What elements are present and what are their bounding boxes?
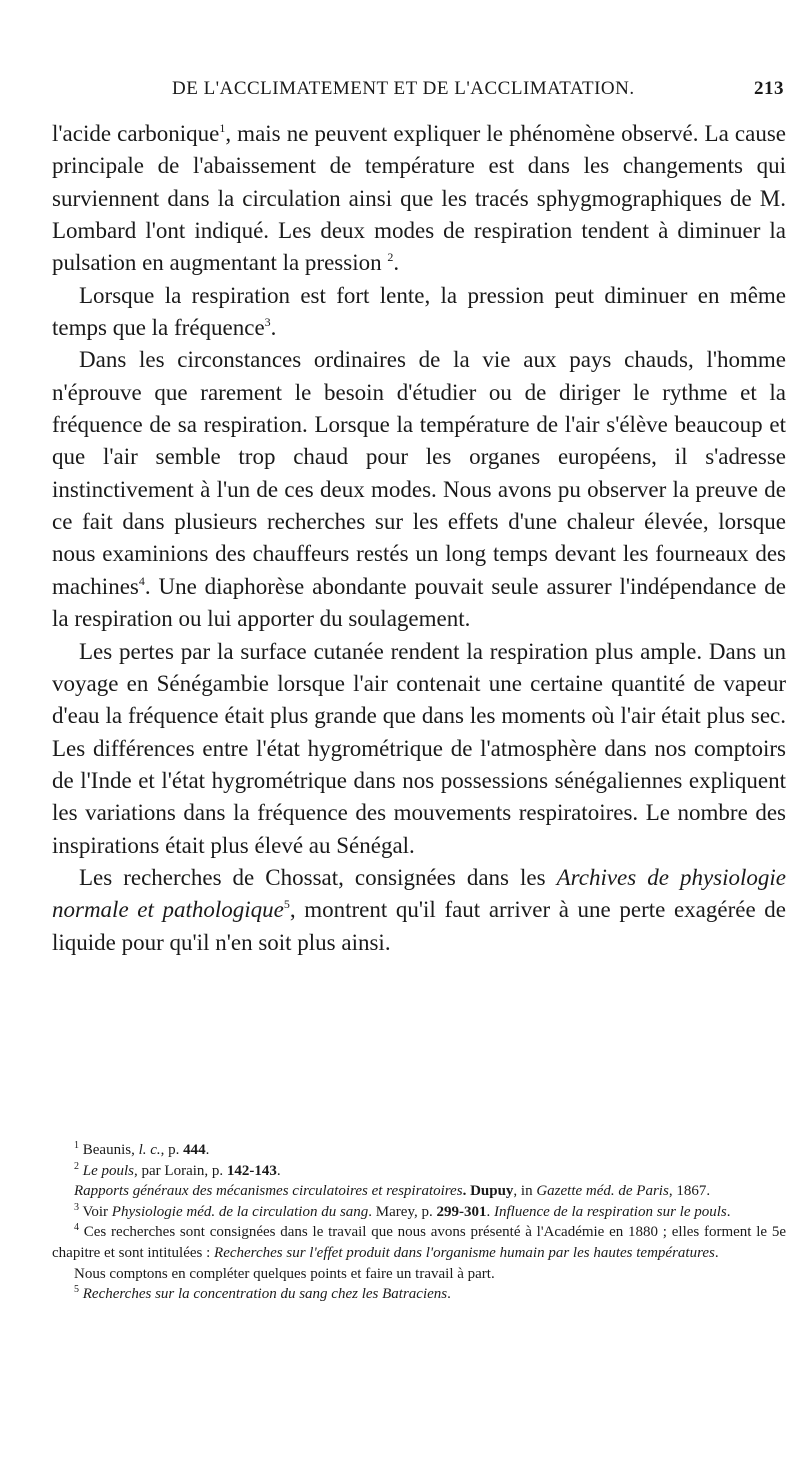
footnote-ref: 4 <box>138 573 145 588</box>
footnote-ref: 1 <box>219 121 226 135</box>
italic-run: Le pouls <box>82 1162 135 1179</box>
text-run: Dans les circonstances ordinaires de la vie aux pays chauds, l'homme n'éprouve que rarement le besoin d'étudier ou de diriger le rythme et la fréquence de sa respiration. Lorsque la température de l'air s'élève beaucoup et que l'air semble trop chaud pour les organes européens, il s'adresse instinctivement à l'un de ces deux modes. Nous avons pu observer la preuve de ce fait dans plusieurs recherches sur les effets d'une chaleur élevée, lorsque nous examinions des chauffeurs restés un long temps devant les fourneaux des machines <box>52 347 786 599</box>
paragraph <box>52 636 786 862</box>
text-run: . <box>447 1286 451 1303</box>
text-run: Les recherches de Chossat, consignées dans les <box>79 864 557 890</box>
italic-run: Influence de la respiration sur le pouls <box>493 1203 727 1220</box>
text-run: . <box>205 1142 210 1158</box>
footnote-ref: 4 <box>74 1222 79 1234</box>
text-run: . <box>486 1203 494 1220</box>
footnote <box>52 1161 786 1182</box>
text-run: . Une diaphorèse abondante pouvait seule assurer l'indépendance de la respiration ou lui apporter du soulagement. <box>52 573 786 632</box>
text-run: Les pertes par la surface cutanée rendent la respiration plus ample. Dans un voyage en Sénégambie lorsque l'air contenait une certaine quantité de vapeur d'eau la fréquence était plus grande que dans les moments où l'air était plus sec. Les différences entre l'état hygrométrique de l'atmosphère dans nos comptoirs de l'Inde et l'état hygrométrique dans nos possessions sénégaliennes expliquent les variations dans la fréquence des mouvements respiratoires. Le nombre des inspirations était plus élevé au Sénégal. <box>52 638 786 858</box>
text-run: . <box>393 250 400 276</box>
footnote-ref: 2 <box>74 1160 79 1172</box>
text-run: l'acide carbonique <box>52 121 220 146</box>
footnotes <box>52 1140 786 1305</box>
text-run: Ces recherches sont consignées dans le travail que nous avons présenté à l'Académie en 1880 ; elles forment le 5e chapitre et sont intitulées : <box>52 1224 786 1261</box>
text-run: , in <box>513 1183 537 1200</box>
paragraph <box>52 118 786 280</box>
text-run: . <box>726 1203 731 1220</box>
text-run: . Marey, p. <box>368 1203 437 1220</box>
text-run: Voir <box>79 1203 112 1220</box>
bold-run: 142-143 <box>226 1162 277 1179</box>
footnote-ref: 3 <box>74 1201 79 1213</box>
footnote <box>52 1181 786 1202</box>
bold-run: . Dupuy <box>462 1183 514 1200</box>
italic-run: Physiologie méd. de la circulation du sang <box>111 1203 369 1220</box>
footnote <box>52 1284 786 1305</box>
footnote-ref: 5 <box>74 1284 79 1296</box>
page-number: 213 <box>754 78 784 99</box>
text-run: , mais ne peuvent expliquer le phénomène observé. La cause principale de l'abaissement de température est dans les changements qui surviennent dans la circulation ainsi que les tracés sphygmographiques de M. Lombard l'ont indiqué. Les deux modes de respiration tendent à diminuer la pulsation en augmentant la pression <box>52 121 786 276</box>
bold-run: 299-301 <box>436 1203 487 1220</box>
text-run: . <box>270 315 277 341</box>
text-run: . <box>714 1244 719 1261</box>
footnote <box>52 1202 786 1223</box>
italic-run: Rapports généraux des mécanismes circulatoires et respiratoires <box>74 1183 463 1200</box>
text-run: , montrent qu'il faut arriver à une perte exagérée de liquide pour qu'il n'en soit plus ainsi. <box>52 897 786 955</box>
footnote-ref: 2 <box>387 250 394 265</box>
paragraph <box>52 862 786 959</box>
text-run: , par Lorain, p. <box>134 1162 227 1179</box>
text-run: , 1867. <box>668 1183 711 1200</box>
text-run: Nous comptons en compléter quelques points et faire un travail à part. <box>74 1265 495 1282</box>
body-text <box>52 118 786 959</box>
paragraph <box>52 280 786 345</box>
italic-run: Gazette méd. de Paris <box>536 1183 669 1200</box>
running-title: DE L'ACCLIMATEMENT ET DE L'ACCLIMATATION. <box>172 78 635 99</box>
italic-run: l. c. <box>138 1142 161 1158</box>
bold-run: 444 <box>183 1142 206 1158</box>
footnote-ref: 3 <box>264 315 271 330</box>
italic-run: Archives de physiologie normale et pathologique <box>52 864 786 923</box>
text-run: Lorsque la respiration est fort lente, la pression peut diminuer en même temps que la fréquence <box>52 282 786 341</box>
text-run: . <box>276 1162 281 1179</box>
footnote <box>52 1264 786 1285</box>
text-run: , p. <box>160 1142 184 1158</box>
text-run: Beaunis, <box>79 1142 139 1158</box>
footnote <box>52 1222 786 1263</box>
footnote-ref: 5 <box>283 897 290 912</box>
footnote-ref: 1 <box>74 1140 79 1151</box>
italic-run: Recherches sur la concentration du sang chez les Batraciens <box>82 1286 448 1303</box>
footnote <box>52 1140 786 1161</box>
italic-run: Recherches sur l'effet produit dans l'organisme humain par les hautes températures <box>214 1244 715 1261</box>
paragraph <box>52 344 786 635</box>
